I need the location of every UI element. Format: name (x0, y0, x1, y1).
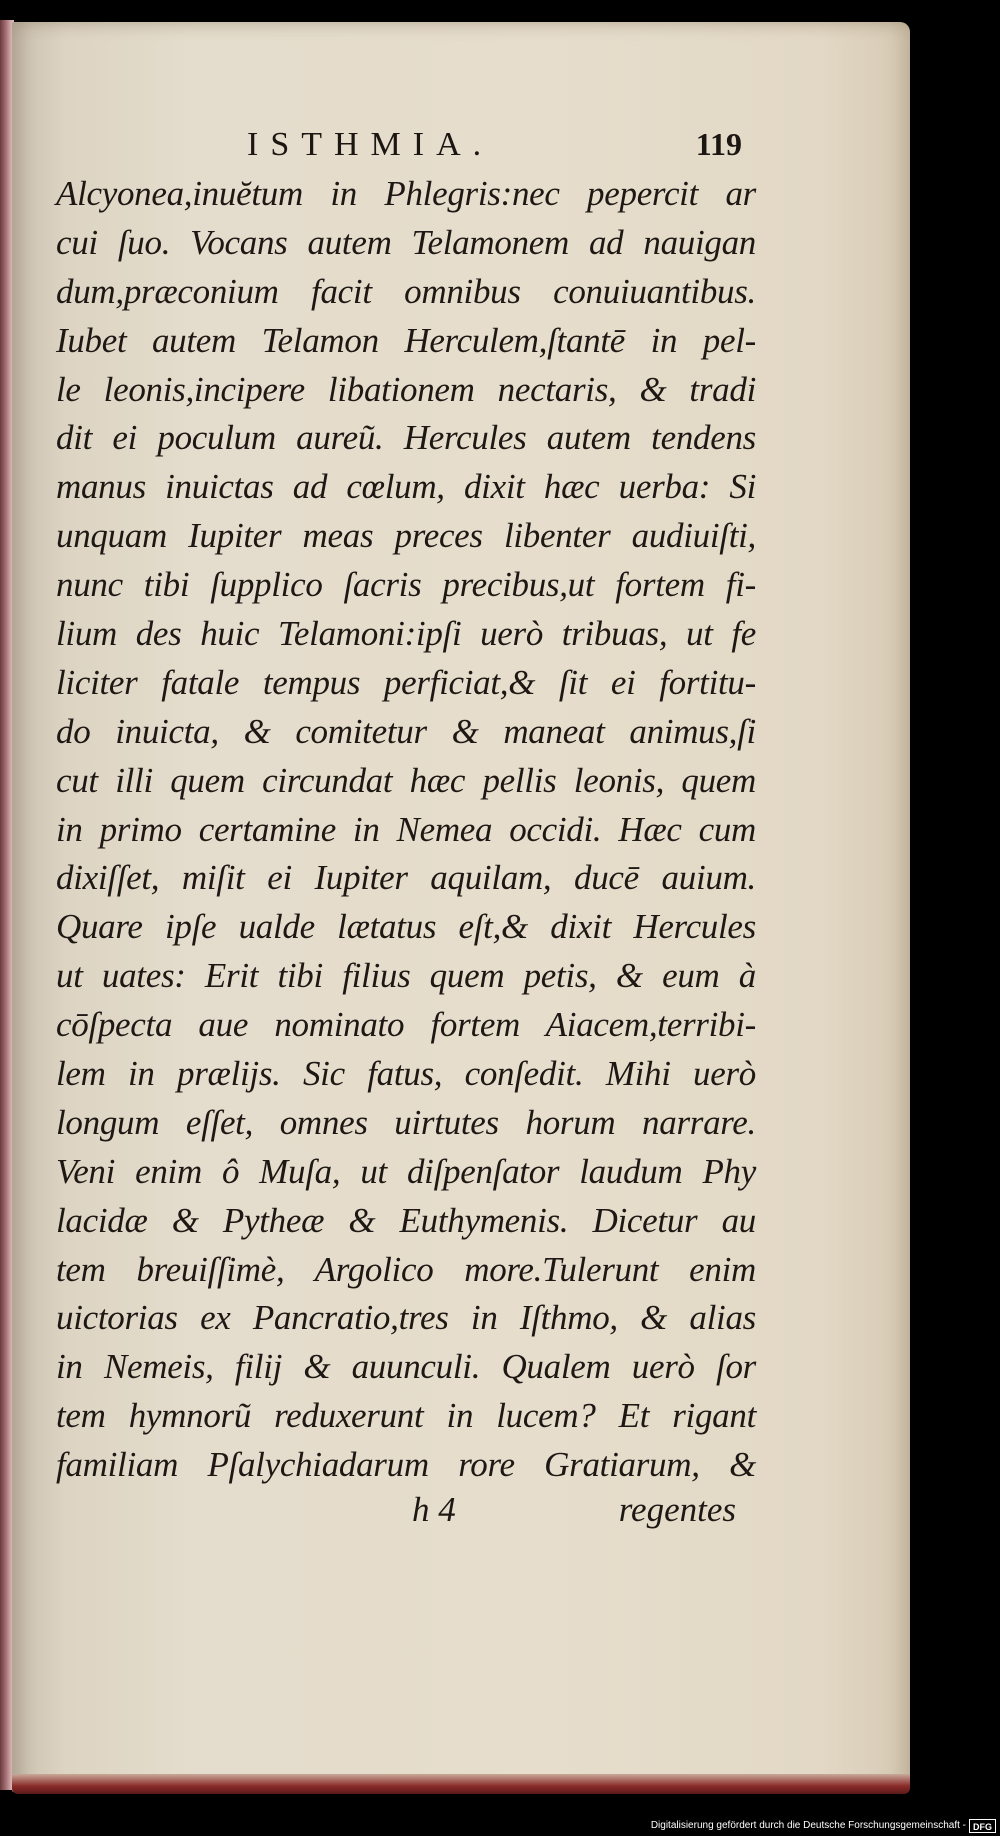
text-line: ut uates: Erit tibi filius quem petis, & eum à (56, 956, 756, 996)
text-line: familiam Pſalychiadarum rore Gratiarum, & (56, 1445, 756, 1485)
text-line: cōſpecta aue nominato fortem Aiacem,terribi- (56, 1005, 756, 1045)
text-line: dum,præconium facit omnibus conuiuantibus. (56, 271, 756, 311)
text-line: manus inuictas ad cœlum, dixit hæc uerba: Si (56, 467, 756, 507)
text-line: Quare ipſe ualde lætatus eſt,& dixit Hercules (56, 907, 756, 947)
page-number: 119 (695, 126, 742, 162)
text-line: Alcyonea,inuĕtum in Phlegris:nec pepercit ar (56, 174, 756, 213)
text-line: nunc tibi ſupplico ſacris precibus,ut fortem fi- (56, 565, 756, 605)
text-line: lium des huic Telamoni:ipſi uerò tribuas, ut fe (56, 614, 756, 654)
text-line: liciter fatale tempus perficiat,& ſit ei fortitu- (56, 662, 756, 702)
text-line: Iubet autem Telamon Herculem,ſtantē in pel- (56, 320, 756, 360)
text-line: do inuicta, & comitetur & maneat animus,ſi (56, 711, 756, 751)
text-line: tem breuiſſimè, Argolico more.Tulerunt enim (56, 1249, 756, 1289)
text-line: longum eſſet, omnes uirtutes horum narrare. (56, 1102, 756, 1142)
page-footer (56, 1490, 736, 1540)
text-line: lacidæ & Pytheæ & Euthymenis. Dicetur au (56, 1200, 756, 1240)
text-line: unquam Iupiter meas preces libenter audiuiſti, (56, 516, 756, 556)
page-bottom-edge (12, 1774, 910, 1794)
text-line: Veni enim ô Muſa, ut diſpenſator laudum Phy (56, 1151, 756, 1191)
text-line: dit ei poculum aureũ. Hercules autem tendens (56, 418, 756, 458)
text-line: in primo certamine in Nemea occidi. Hæc cum (56, 809, 756, 849)
running-title: ISTHMIA. (247, 126, 494, 163)
text-line: lem in prælijs. Sic fatus, conſedit. Mihi uerò (56, 1054, 756, 1094)
text-line: cui ſuo. Vocans autem Telamonem ad nauigan (56, 222, 756, 262)
text-line: cut illi quem circundat hæc pellis leonis, quem (56, 760, 756, 800)
catchword: regentes (618, 1490, 736, 1529)
credit-bar (0, 1816, 1000, 1836)
dfg-logo: DFG (969, 1819, 996, 1833)
text-line: le leonis,incipere libationem nectaris, & tradi (56, 369, 756, 409)
text-line: in Nemeis, filij & auunculi. Qualem uerò ſor (56, 1347, 756, 1387)
text-line: uictorias ex Pancratio,tres in Iſthmo, & alias (56, 1298, 756, 1338)
text-line: tem hymnorũ reduxerunt in lucem? Et rigant (56, 1396, 756, 1436)
credit-text: Digitalisierung gefördert durch die Deutsche Forschungsgemeinschaft - (650, 1820, 966, 1831)
text-line: dixiſſet, miſit ei Iupiter aquilam, ducē auium. (56, 858, 756, 898)
page-header (62, 126, 742, 166)
body-text (56, 170, 756, 1490)
signature-mark: h 4 (412, 1490, 456, 1529)
